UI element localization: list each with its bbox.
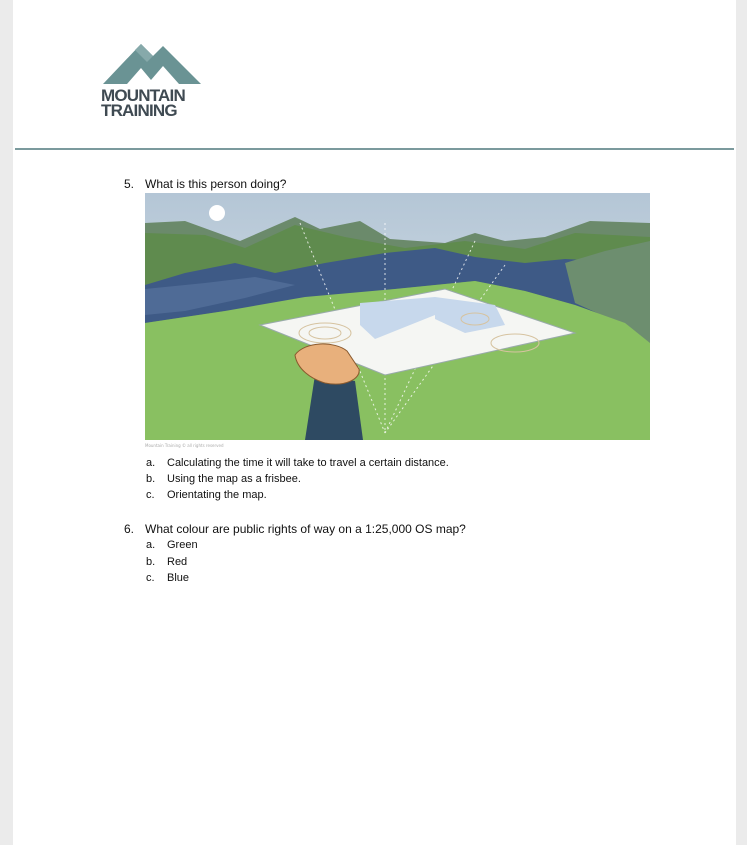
option-text: Using the map as a frisbee. — [167, 473, 301, 485]
question-5-title — [124, 177, 286, 191]
option-text: Red — [167, 556, 188, 568]
header-divider — [15, 148, 734, 150]
logo-line-mountain: MOUNTAIN — [101, 86, 185, 105]
question-6-option-b — [146, 556, 187, 568]
option-text: Blue — [167, 572, 190, 584]
option-letter: a. — [146, 457, 156, 469]
question-6-option-a — [146, 539, 198, 551]
person-orienting-map-illustration — [145, 193, 650, 440]
question-5-number: 5. — [124, 177, 135, 191]
document-page — [13, 0, 736, 845]
question-5-option-a — [146, 457, 449, 469]
option-letter: a. — [146, 539, 156, 551]
question-6-title — [124, 522, 466, 536]
option-letter: b. — [146, 473, 156, 485]
option-letter: b. — [146, 556, 156, 568]
logo-line-training: TRAINING — [101, 101, 177, 120]
question-5-option-b — [146, 473, 301, 485]
option-letter: c. — [146, 489, 155, 501]
option-text: Orientating the map. — [167, 489, 267, 501]
question-6-option-c — [146, 572, 189, 584]
question-6-number: 6. — [124, 522, 135, 536]
option-text: Calculating the time it will take to travel a certain distance. — [167, 457, 449, 469]
mountain-training-logo — [101, 40, 211, 118]
question-5-text: What is this person doing? — [145, 177, 287, 191]
image-caption: Mountain Training © all rights reserved — [145, 443, 224, 448]
question-5-option-c — [146, 489, 267, 501]
option-text: Green — [167, 539, 198, 551]
mountain-logo-icon — [101, 40, 211, 86]
option-letter: c. — [146, 572, 155, 584]
question-6-text: What colour are public rights of way on a 1:25,000 OS map? — [145, 522, 466, 536]
